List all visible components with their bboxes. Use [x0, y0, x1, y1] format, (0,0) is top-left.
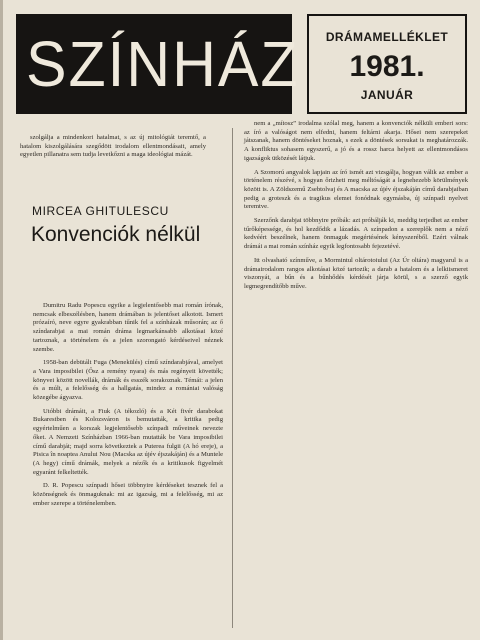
paragraph: Szerzőnk darabjai többnyire próbák: azt próbálják ki, meddig terjedhet az ember tűrőképessége, és hol kezdődik a lázadás. A színpadon a szereplők nem a néző kedvéért beszélnek, hanem önmaguk megértésének kényszeréből. Ezért válnak drámái a mai román színház egyik legfontosabb fejezetévé.	[244, 217, 468, 251]
paragraph: 1958-ban debütált Fuga (Menekülés) című színdarabjával, amelyet a Vara imposibilei (Ősz a remény nyara) és más regényeit követték; könyvei között novellák, drámák és esszék sorakoznak. Témái: a jelen és a múlt, a felelősség és a hallgatás, mindez a romániai valóság közegébe ágyazva.	[33, 359, 223, 402]
supplement-label: DRÁMAMELLÉKLET	[325, 30, 449, 44]
paragraph: szolgálja a mindenkori hatalmat, s az új mitológiát teremtő, a hatalom kiszolgálására szegődött irodalom ellentmondásait, amely egyetlen pillanatra sem tudja levetkőzni a maga ideológiai mázát.	[20, 134, 206, 159]
issue-box	[307, 14, 467, 114]
column-top-left	[20, 134, 206, 190]
magazine-title: SZÍNHÁZ	[26, 28, 300, 100]
article-author: MIRCEA GHITULESCU	[32, 204, 169, 218]
paragraph: D. R. Popescu színpadi hősei többnyire kérdéseket tesznek fel a közönségnek és önmaguknak: mi az igazság, mi a felelősség, mi az ember szerepe a történelemben.	[33, 482, 223, 507]
issue-month: JANUÁR	[360, 88, 414, 102]
paragraph: Dumitru Radu Popescu egyike a legjelentősebb mai román írónak, nemcsak elbeszélésben, hanem drámában is jelentőset alkotott. Ismert prózaíró, neve egyre gyakrabban tűnik fel a színházak műsorán; az ő színdarabjai a mai román dráma legmarkánsabb alkotásai közé tartoznak, a történelem és a jelen szorongató kérdéseivel néznek szembe.	[33, 302, 223, 353]
column-divider	[232, 128, 233, 628]
column-right	[244, 120, 468, 638]
masthead-block	[16, 14, 300, 114]
paragraph: nem a „mítosz” irodalma szólal meg, hanem a konvenciók nélküli emberi sors: az író a valóságot nem elfedni, hanem feltárni akarja. Hősei nem szerepeket játszanak, hanem döntéseket hoznak, s ezek a döntések sorsukat is meghatározzák. A konfliktus sohasem egyszerű, a jó és a rossz harca helyett az ellentmondásos igazságok ütközését látjuk.	[244, 120, 468, 162]
article-title: Konvenciók nélkül	[31, 223, 201, 246]
column-left	[33, 302, 223, 638]
page-edge	[0, 0, 3, 640]
paragraph: Itt olvasható színműve, a Mormintul oltárotoiului (Az Úr oltára) magyarul is a drámairodalom rangos alkotásai közé tartozik; a darab a hatalom és a lelkiismeret viszonyát, a bűn és a bűnhődés kérdését járja körül, s a szerző egyik legmegrendítőbb műve.	[244, 256, 468, 290]
paragraph: A Szomorú angyalok lapjain az író ismét azt vizsgálja, hogyan válik az ember a történelem részévé, s hogyan őrizheti meg méltóságát a legnehezebb körülmények között is. A Zöldszemű Zsebtolvaj és A macska az újév éjszakáján című darabjaiban pedig a groteszk és a tragikus elemei fonódnak egymásba, új színpadi nyelvet teremtve.	[244, 168, 468, 211]
paragraph: Utóbbi drámáit, a Fiuk (A tékozló) és a Két fivér darabokat Bukarestben és Kolozsváron is bemutatták, a kritika pedig egyértelműen a korszak legjelentősebb színpadi műveinek nevezte őket. A Nemzeti Színházban 1966-ban mutatták be Vara imposibilei című darabját; majd sorra következtek a Puterea fulgii (A hó ereje), a Pisica în noaptea Anului Nou (Macska az újév éjszakáján) és a Muntele (A hegy) című drámák, melyek a nézők és a kritikusok figyelmét egyaránt felkeltették.	[33, 407, 223, 476]
issue-year: 1981.	[349, 50, 425, 83]
